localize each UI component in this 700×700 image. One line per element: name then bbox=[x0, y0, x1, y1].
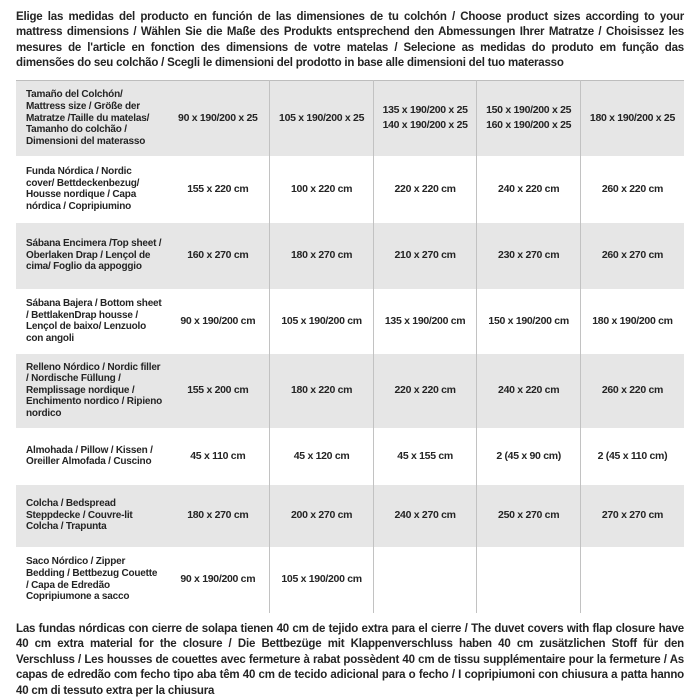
size-cell bbox=[270, 81, 374, 156]
size-value: 135 x 190/200 x 25 bbox=[382, 104, 468, 117]
size-cell bbox=[373, 81, 477, 156]
size-value: 160 x 190/200 x 25 bbox=[486, 119, 572, 132]
size-value: 90 x 190/200 cm bbox=[180, 573, 256, 586]
table-row bbox=[16, 428, 684, 485]
size-table-body bbox=[16, 81, 684, 613]
size-value: 180 x 220 cm bbox=[290, 384, 353, 397]
size-value: 105 x 190/200 cm bbox=[281, 314, 362, 327]
size-cell bbox=[580, 81, 684, 156]
row-label: Colcha / Bedspread Steppdecke / Couvre-lit Colcha / Trapunta bbox=[26, 498, 133, 533]
size-value: 90 x 190/200 cm bbox=[180, 314, 256, 327]
size-cell bbox=[270, 428, 374, 485]
size-cell bbox=[270, 485, 374, 547]
size-cell bbox=[166, 354, 270, 428]
size-cell bbox=[373, 547, 477, 613]
size-cell bbox=[477, 428, 581, 485]
table-row bbox=[16, 354, 684, 428]
row-label: Saco Nórdico / Zipper Bedding / Bettbezug Couette / Capa de Edredão Copripiumone a sacco bbox=[26, 556, 158, 603]
size-value: 260 x 220 cm bbox=[601, 182, 664, 195]
size-cell bbox=[166, 223, 270, 289]
size-cell bbox=[270, 547, 374, 613]
size-cell bbox=[166, 289, 270, 354]
table-row bbox=[16, 547, 684, 613]
size-cell bbox=[580, 485, 684, 547]
size-cell bbox=[477, 81, 581, 156]
row-label: Almohada / Pillow / Kissen / Oreiller Almofada / Cuscino bbox=[26, 444, 153, 468]
size-value: 2 (45 x 110 cm) bbox=[597, 449, 668, 462]
size-value: 210 x 270 cm bbox=[394, 249, 456, 262]
row-label: Relleno Nórdico / Nordic filler / Nordische Füllung / Remplissage nordique / Enchimento nordico / Ripieno nordico bbox=[26, 361, 163, 420]
size-cell bbox=[477, 289, 581, 354]
size-cell bbox=[477, 223, 581, 289]
size-value: 45 x 155 cm bbox=[397, 449, 453, 462]
size-cell bbox=[580, 547, 684, 613]
size-cell bbox=[270, 354, 374, 428]
size-cell bbox=[580, 289, 684, 354]
size-value: 135 x 190/200 cm bbox=[384, 314, 466, 327]
size-value: 270 x 270 cm bbox=[601, 509, 664, 522]
size-value: 240 x 220 cm bbox=[498, 182, 560, 195]
table-row bbox=[16, 156, 684, 223]
size-value: 200 x 270 cm bbox=[290, 509, 353, 522]
size-value: 155 x 220 cm bbox=[187, 182, 249, 195]
size-value: 180 x 270 cm bbox=[187, 509, 249, 522]
size-value: 150 x 190/200 x 25 bbox=[486, 104, 572, 117]
table-row bbox=[16, 223, 684, 289]
intro-text: Elige las medidas del producto en función de las dimensiones de tu colchón / Choose product sizes according to your mattress dimensions / Wählen Sie die Maße des Produkts entsprechend den Abmessungen Ihrer Matratze / Choisissez les mesures de l'article en fonction des dimensions de votre matelas / Selecione as medidas do produto em função das dimensões do seu colchão / Scegli le dimensioni del prodotto in base alle dimensioni del tuo materasso bbox=[16, 11, 684, 69]
size-value: 240 x 220 cm bbox=[498, 384, 560, 397]
size-value: 105 x 190/200 x 25 bbox=[279, 111, 365, 124]
size-cell bbox=[166, 547, 270, 613]
size-value: 230 x 270 cm bbox=[498, 249, 560, 262]
size-value: 220 x 220 cm bbox=[394, 182, 456, 195]
size-value: 180 x 270 cm bbox=[290, 249, 353, 262]
size-cell bbox=[477, 156, 581, 223]
size-value: 240 x 270 cm bbox=[394, 509, 456, 522]
size-cell bbox=[166, 156, 270, 223]
size-value: 155 x 200 cm bbox=[187, 384, 249, 397]
size-value: 100 x 220 cm bbox=[290, 182, 353, 195]
size-cell bbox=[580, 428, 684, 485]
row-label: Tamaño del Colchón/ Mattress size / Größe der Matratze /Taille du matelas/ Tamanho do colchão / Dimensioni del materasso bbox=[26, 89, 150, 147]
size-value: 90 x 190/200 x 25 bbox=[178, 111, 258, 124]
size-cell bbox=[373, 485, 477, 547]
footer-note: Las fundas nórdicas con cierre de solapa tienen 40 cm de tejido extra para el cierre / The duvet covers with flap closure have 40 cm extra material for the closure / Die Bettbezüge mit Klappenverschluss haben 40 cm zusätzlichen Stoff für den Verschluss / Les housses de couettes avec fermeture à rabat possèdent 40 cm de tissu supplémentaire pour la fermeture / As capas de edredão com fecho tipo aba têm 40 cm de tecido adicional para o fecho / I copripiumoni con chiusura a patta hanno 40 cm di tessuto extra per la chiusura bbox=[16, 622, 684, 697]
size-value: 180 x 190/200 cm bbox=[592, 314, 673, 327]
size-table bbox=[16, 80, 684, 613]
size-cell bbox=[580, 354, 684, 428]
size-value: 220 x 220 cm bbox=[394, 384, 456, 397]
size-cell bbox=[580, 156, 684, 223]
size-cell bbox=[580, 223, 684, 289]
size-value: 105 x 190/200 cm bbox=[281, 573, 362, 586]
row-label: Sábana Encimera /Top sheet / Oberlaken Drap / Lençol de cima/ Foglio da appoggio bbox=[26, 238, 162, 273]
table-row bbox=[16, 289, 684, 354]
size-value: 160 x 270 cm bbox=[187, 249, 249, 262]
size-value: 180 x 190/200 x 25 bbox=[589, 111, 676, 124]
size-cell bbox=[477, 547, 581, 613]
size-value: 260 x 220 cm bbox=[601, 384, 664, 397]
size-cell bbox=[270, 289, 374, 354]
size-value: 2 (45 x 90 cm) bbox=[496, 449, 561, 462]
size-value: 250 x 270 cm bbox=[498, 509, 560, 522]
size-value: 140 x 190/200 x 25 bbox=[382, 119, 468, 132]
size-cell bbox=[373, 289, 477, 354]
size-cell bbox=[166, 428, 270, 485]
size-cell bbox=[477, 354, 581, 428]
size-cell bbox=[166, 81, 270, 156]
size-cell bbox=[373, 156, 477, 223]
size-value: 260 x 270 cm bbox=[601, 249, 664, 262]
row-label: Sábana Bajera / Bottom sheet / BettlakenDrap housse / Lençol de baixo/ Lenzuolo con angoli bbox=[26, 297, 162, 344]
size-cell bbox=[373, 223, 477, 289]
size-value: 150 x 190/200 cm bbox=[488, 314, 569, 327]
size-cell bbox=[373, 428, 477, 485]
size-cell bbox=[270, 223, 374, 289]
size-cell bbox=[477, 485, 581, 547]
size-value: 45 x 110 cm bbox=[190, 449, 246, 462]
size-value: 45 x 120 cm bbox=[293, 449, 350, 462]
size-cell bbox=[270, 156, 374, 223]
size-cell bbox=[373, 354, 477, 428]
table-row bbox=[16, 81, 684, 156]
row-label: Funda Nórdica / Nordic cover/ Bettdeckenbezug/ Housse nordique / Capa nórdica / Copripiumino bbox=[26, 165, 140, 212]
table-row bbox=[16, 485, 684, 547]
size-cell bbox=[166, 485, 270, 547]
